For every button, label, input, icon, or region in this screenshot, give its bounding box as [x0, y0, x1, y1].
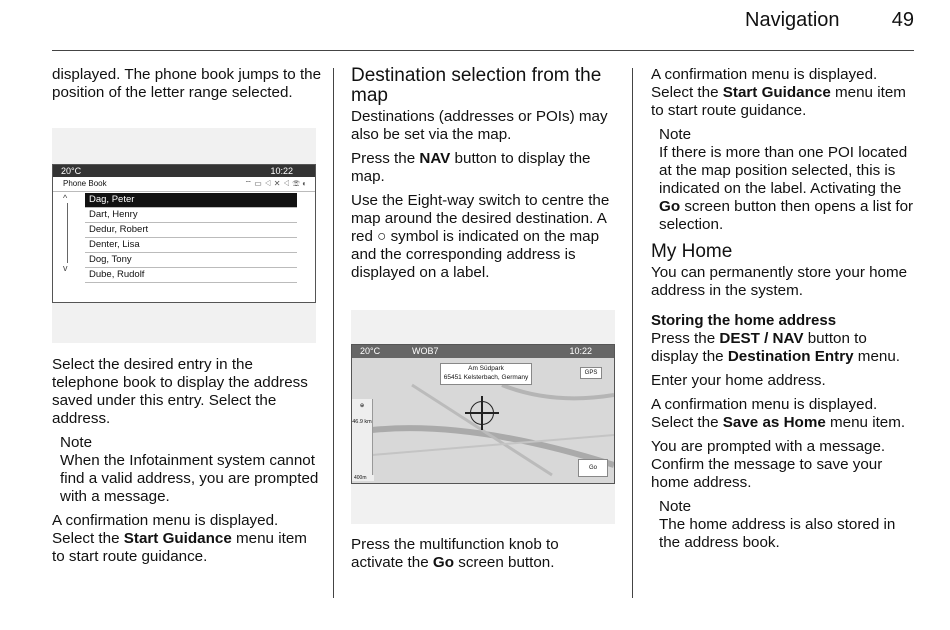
map-screen: [351, 344, 615, 484]
paragraph: [351, 536, 613, 572]
paragraph: You are prompted with a message. Confirm the message to save your home address.: [651, 438, 886, 491]
paragraph: Select the desired entry in the telephone book to display the address saved under this entry. Select the address.: [52, 356, 308, 427]
text: Press the multifunction knob to activate the: [351, 536, 559, 571]
list-item: Dog, Tony: [85, 253, 297, 268]
button-name: DEST / NAV: [719, 330, 804, 347]
subheading: Storing the home address: [651, 312, 837, 329]
address-street: Am Südpark: [468, 365, 504, 372]
note-text: screen button then opens a list for selection.: [659, 198, 914, 233]
page-header: [52, 0, 914, 51]
text: menu.: [853, 348, 901, 365]
map-scale: 400m: [354, 475, 374, 481]
menu-item-name: Save as Home: [722, 414, 826, 431]
note-title: Note: [659, 498, 692, 515]
text: menu item to start route guidance.: [52, 530, 307, 565]
clock: 10:22: [270, 166, 293, 176]
page-number: 49: [891, 9, 914, 31]
phonebook-screen: [52, 164, 316, 303]
text: menu item to start route guidance.: [651, 84, 906, 119]
button-name: NAV: [419, 150, 451, 167]
column-3: [651, 66, 917, 558]
scroll-track: [67, 203, 77, 263]
paragraph: [651, 330, 917, 366]
menu-item-name: Start Guidance: [722, 84, 831, 101]
status-bar: [53, 165, 315, 177]
column-1-lower: [52, 356, 322, 572]
text: A confirmation menu is displayed. Select the: [651, 66, 878, 101]
list-item: Dedur, Robert: [85, 223, 297, 238]
crosshair-icon: [470, 401, 494, 425]
button-name: Go: [659, 198, 681, 215]
status-icons: ⌔ ▭ ◁ ✕ ◁ ☏ ◐: [244, 179, 307, 188]
text: Press the: [651, 330, 720, 347]
note: [659, 126, 917, 234]
map-title: WOB7: [412, 346, 439, 356]
button-name: Go: [432, 554, 454, 571]
text: menu item.: [825, 414, 906, 431]
phonebook-title: Phone Book: [63, 179, 107, 188]
address-city: 65451 Kelsterbach, Germany: [443, 374, 529, 381]
list-item: Dag, Peter: [85, 193, 297, 208]
text: A confirmation menu is displayed. Select the: [52, 512, 279, 547]
note-text: The home address is also stored in the address book.: [659, 516, 896, 551]
note-title: Note: [659, 126, 692, 143]
note-text: If there is more than one POI located at the map position selected, this is indicated on the label. Activating the: [659, 144, 908, 197]
distance-value: 46.9 km: [352, 419, 372, 425]
temperature: 20°C: [360, 346, 381, 356]
phonebook-titlebar: [53, 177, 315, 192]
clock: 10:22: [569, 346, 592, 356]
paragraph: [52, 512, 322, 566]
phonebook-screenshot: [52, 128, 316, 343]
text: button to display the: [651, 330, 867, 365]
list-item: Dube, Rudolf: [85, 268, 297, 283]
paragraph: [351, 150, 613, 186]
column-2: [351, 66, 613, 288]
paragraph: displayed. The phone book jumps to the position of the letter range selected.: [52, 66, 322, 101]
paragraph: You can permanently store your home address in the system.: [651, 264, 908, 299]
address-label: [440, 363, 532, 385]
text: A confirmation menu is displayed. Select the: [651, 396, 878, 431]
column-2-lower: [351, 536, 613, 578]
menu-item-name: Start Guidance: [123, 530, 232, 547]
list-item: Dart, Henry: [85, 208, 297, 223]
text: button to display the map.: [351, 150, 591, 185]
status-bar: [352, 345, 614, 358]
text: Press the: [351, 150, 420, 167]
column-divider: [333, 68, 334, 598]
menu-name: Destination Entry: [727, 348, 854, 365]
contact-list: [85, 193, 297, 283]
chevron-down-icon: v: [63, 263, 68, 273]
paragraph: Destinations (addresses or POIs) may also be set via the map.: [351, 108, 608, 143]
map-sidebar: [352, 399, 373, 481]
go-button: Go: [578, 459, 608, 477]
note-title: Note: [60, 434, 93, 451]
section-heading: My Home: [651, 241, 733, 262]
note: [60, 434, 322, 506]
chevron-up-icon: ^: [63, 193, 68, 203]
section-title: Navigation: [745, 9, 840, 31]
text: screen button.: [454, 554, 555, 571]
paragraph: Enter your home address.: [651, 372, 826, 389]
gps-badge: GPS: [580, 367, 602, 379]
temperature: 20°C: [61, 166, 82, 176]
scrollbar: [63, 193, 77, 283]
list-item: Denter, Lisa: [85, 238, 297, 253]
section-heading: Destination selection from the map: [351, 65, 602, 106]
paragraph: [651, 396, 917, 432]
column-divider: [632, 68, 633, 598]
map-screenshot: [351, 310, 615, 524]
note: [659, 498, 917, 552]
paragraph: [651, 66, 917, 120]
column-1: [52, 66, 322, 108]
zoom-icon: ⊕: [359, 403, 365, 409]
note-text: When the Infotainment system cannot find a valid address, you are prompted with a message.: [60, 452, 319, 505]
paragraph: Use the Eight-way switch to centre the map around the desired destination. A red ○ symbol is indicated on the map and the corresponding address is displayed on a label.: [351, 192, 610, 281]
